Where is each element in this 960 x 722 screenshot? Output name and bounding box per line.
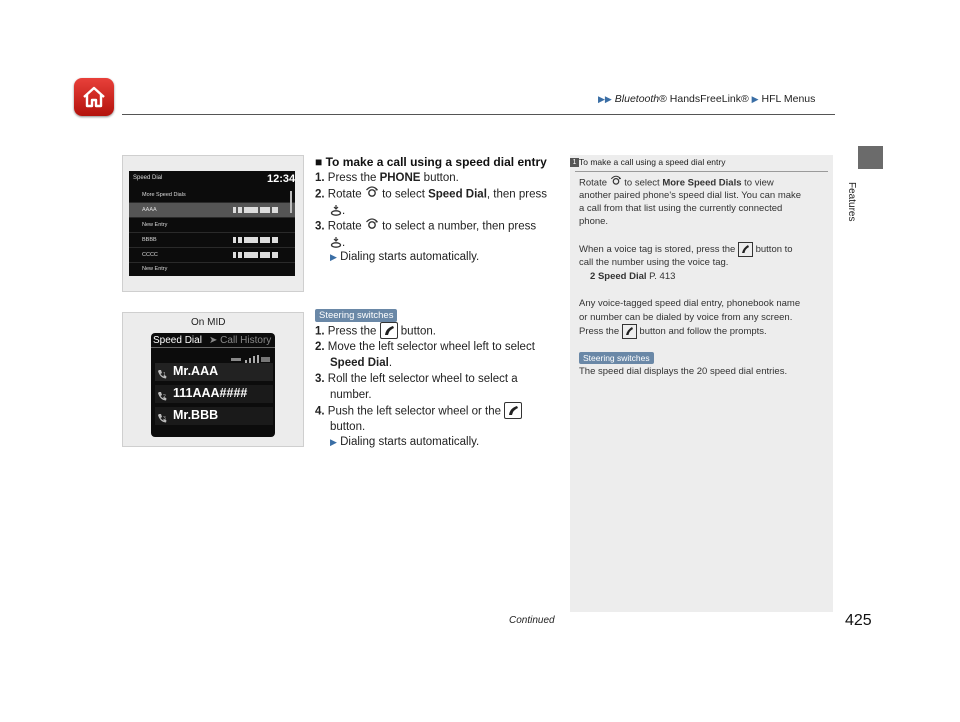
entry-icons (231, 252, 289, 259)
note-header: 1 To make a call using a speed dial entry (570, 157, 833, 167)
talk-button-icon (622, 324, 637, 339)
scrollbar[interactable] (290, 191, 292, 213)
result-b: ▶ Dialing starts automatically. (330, 436, 480, 448)
breadcrumb-arrow-icon: ▶▶ (598, 94, 612, 104)
breadcrumb-arrow-icon: ▶ (751, 94, 759, 104)
step-a2: 2. Rotate to select Speed Dial, then press (315, 186, 547, 203)
interface-dial-icon (365, 218, 379, 235)
list-item[interactable] (155, 363, 273, 381)
note-p2-l2: call the number using the voice tag. (579, 257, 729, 268)
talk-button-icon (380, 322, 398, 339)
speed-dial-screen-frame (122, 155, 304, 292)
note-p3-l3: Press the button and follow the prompts. (579, 324, 767, 339)
list-item[interactable]: AAAA (129, 203, 295, 218)
note-marker-icon: 1 (570, 158, 579, 167)
step-b1: 1. Press the button. (315, 323, 436, 340)
entry-number: 1 (163, 372, 166, 378)
note-p3-l1: Any voice-tagged speed dial entry, phonebook name (579, 298, 801, 309)
step-a1: 1. Press the PHONE button. (315, 172, 459, 184)
breadcrumb-item-hfl: ® HandsFreeLink® (659, 93, 749, 105)
entry-icons (231, 207, 289, 214)
ref-arrow-icon: 2 (590, 271, 596, 282)
note-p2-l1: When a voice tag is stored, press the button to (579, 242, 793, 257)
note-p1-l1: Rotate to select More Speed Dials to view (579, 175, 774, 191)
step-b2: 2. Move the left selector wheel left to select (315, 341, 535, 353)
note-panel (570, 155, 833, 612)
section-heading: ■ To make a call using a speed dial entry (315, 155, 547, 169)
entry-name: Mr.BBB (173, 408, 219, 422)
list-item[interactable]: CCCC (129, 248, 295, 263)
entry-name: Mr.AAA (173, 364, 219, 378)
mid-caption: On MID (191, 317, 226, 328)
step-a2-end: . (342, 205, 346, 217)
step-b4-cont: button. (330, 421, 366, 433)
note-p4: The speed dial displays the 20 speed dial entries. (579, 366, 788, 377)
tab-divider (151, 347, 275, 348)
screen-title: Speed Dial (133, 175, 163, 181)
mid-screen-frame (122, 312, 304, 447)
screen-clock: 12:34 (267, 173, 296, 185)
step-b4: 4. Push the left selector wheel or the (315, 403, 522, 420)
list-item[interactable] (155, 385, 273, 403)
breadcrumb (598, 93, 815, 105)
steering-switches-badge: Steering switches (579, 352, 654, 364)
side-tab-text: Features (846, 182, 857, 222)
note-p1-l2: another paired phone's speed dial list. You can make (579, 190, 802, 201)
home-icon[interactable] (74, 78, 114, 116)
list-item[interactable]: More Speed Dials (129, 188, 295, 203)
signal-icon (231, 350, 271, 356)
entry-name: 111AAA#### (173, 386, 248, 400)
talk-button-icon (504, 402, 522, 419)
step-b2-cont: Speed Dial. (330, 357, 393, 369)
header-divider (122, 114, 835, 115)
step-a3-end: . (342, 237, 346, 249)
breadcrumb-item-hfl-menus[interactable]: HFL Menus (761, 93, 816, 105)
side-tab-marker (858, 146, 883, 169)
note-p1-l4: phone. (579, 216, 609, 227)
step-a3: 3. Rotate to select a number, then press (315, 218, 536, 235)
result-a: ▶ Dialing starts automatically. (330, 251, 480, 263)
mid-screen (151, 333, 275, 437)
continued-label: Continued (509, 615, 555, 626)
note-p1-l3: a call from that list using the currently connected (579, 203, 783, 214)
tab-call-history[interactable]: ➤ Call History (209, 335, 272, 346)
speed-dial-screen (129, 171, 295, 276)
interface-dial-icon (365, 186, 379, 203)
side-tab-label (846, 182, 891, 262)
tab-speed-dial[interactable]: Speed Dial (153, 335, 202, 346)
note-p3-l2: or number can be dialed by voice from any screen. (579, 312, 793, 323)
note-ref[interactable]: 2 Speed Dial P. 413 (590, 271, 676, 282)
entry-number: 3 (163, 416, 166, 422)
page-number: 425 (845, 612, 872, 629)
list-item[interactable]: New Entry (142, 266, 168, 272)
step-b3: 3. Roll the left selector wheel to select a (315, 373, 518, 385)
list-item[interactable]: BBBB (129, 233, 295, 248)
entry-icons (231, 237, 289, 244)
entry-number: 2 (163, 394, 166, 400)
breadcrumb-item-bluetooth[interactable]: Bluetooth (614, 93, 660, 105)
note-divider (575, 171, 828, 172)
list-item[interactable]: New Entry (129, 218, 295, 233)
talk-button-icon (738, 242, 753, 257)
list-item[interactable] (155, 407, 273, 425)
step-b3-cont: number. (330, 389, 372, 401)
steering-switches-badge: Steering switches (315, 309, 397, 322)
